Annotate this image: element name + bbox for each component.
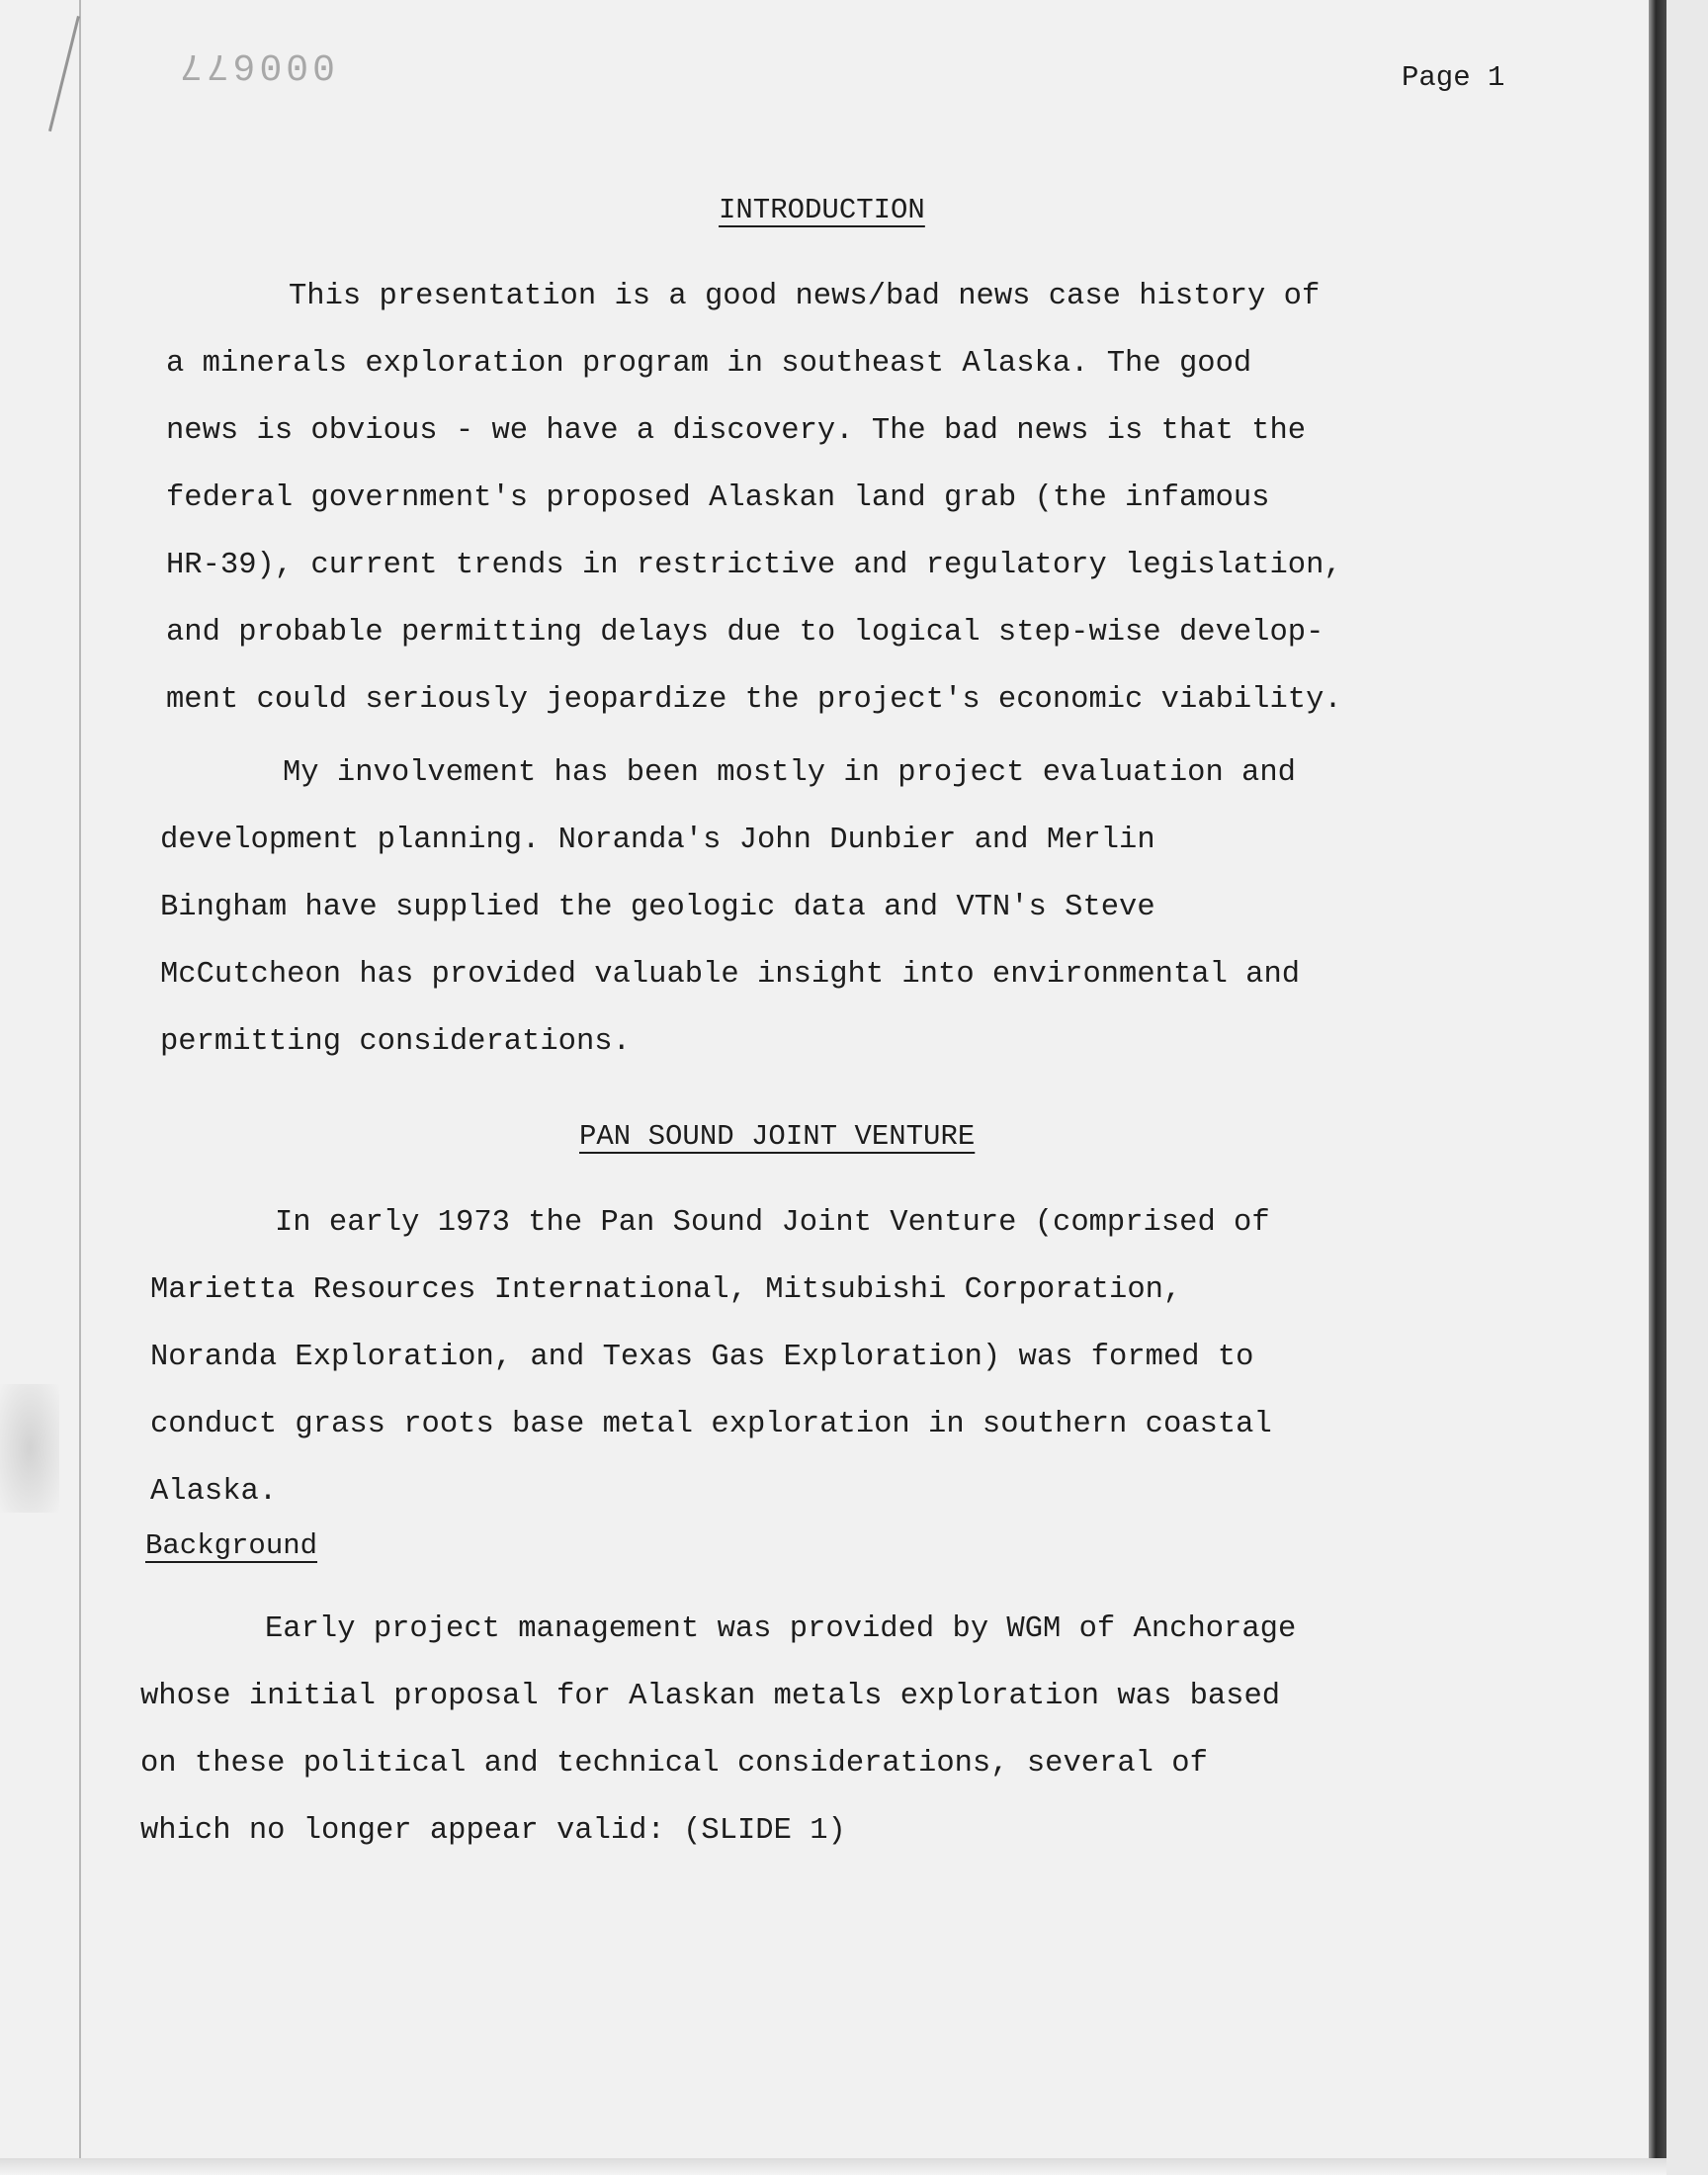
section-heading-background: Background — [145, 1529, 318, 1562]
text-line: McCutcheon has provided valuable insight into environmental and — [160, 958, 1301, 992]
text-line: Bingham have supplied the geologic data and VTN's Steve — [160, 891, 1155, 924]
intro-paragraph-1 — [166, 263, 1342, 734]
text-line: federal government's proposed Alaskan land grab (the infamous — [166, 481, 1270, 515]
text-line: which no longer appear valid: (SLIDE 1) — [140, 1814, 846, 1848]
text-line: development planning. Noranda's John Dunbier and Merlin — [160, 824, 1155, 857]
text-line: a minerals exploration program in southeast Alaska. The good — [166, 347, 1252, 381]
section-heading-pan-sound: PAN SOUND JOINT VENTURE — [579, 1120, 976, 1153]
text-line: on these political and technical considerations, several of — [140, 1747, 1208, 1781]
text-line: My involvement has been mostly in project evaluation and — [283, 756, 1296, 790]
text-line: whose initial proposal for Alaskan metals exploration was based — [140, 1680, 1281, 1713]
pan-sound-paragraph — [150, 1189, 1272, 1525]
page-number: Page 1 — [1402, 61, 1505, 94]
left-margin-rule — [79, 0, 81, 2160]
page-edge-shadow — [1649, 0, 1666, 2175]
text-line: Alaska. — [150, 1475, 278, 1509]
text-line: Marietta Resources International, Mitsubishi Corporation, — [150, 1273, 1182, 1307]
text-line: This presentation is a good news/bad news case history of — [289, 280, 1321, 313]
text-line: news is obvious - we have a discovery. The bad news is that the — [166, 414, 1307, 448]
scan-smudge — [0, 1384, 59, 1513]
text-line: Early project management was provided by WGM of Anchorage — [265, 1612, 1297, 1646]
text-line: In early 1973 the Pan Sound Joint Venture (comprised of — [275, 1206, 1270, 1240]
text-line: ment could seriously jeopardize the project's economic viability. — [166, 683, 1342, 717]
intro-paragraph-2 — [160, 740, 1300, 1076]
background-paragraph — [140, 1596, 1296, 1865]
text-line: and probable permitting delays due to logical step-wise develop- — [166, 616, 1324, 650]
text-line: Noranda Exploration, and Texas Gas Exploration) was formed to — [150, 1341, 1254, 1374]
text-line: permitting considerations. — [160, 1025, 631, 1059]
text-line: HR-39), current trends in restrictive and regulatory legislation, — [166, 549, 1342, 582]
page-bottom-edge — [0, 2158, 1666, 2175]
text-line: conduct grass roots base metal exploration in southern coastal — [150, 1408, 1272, 1441]
section-heading-introduction: INTRODUCTION — [719, 194, 925, 226]
document-stamp-number: 000677 — [176, 44, 335, 86]
